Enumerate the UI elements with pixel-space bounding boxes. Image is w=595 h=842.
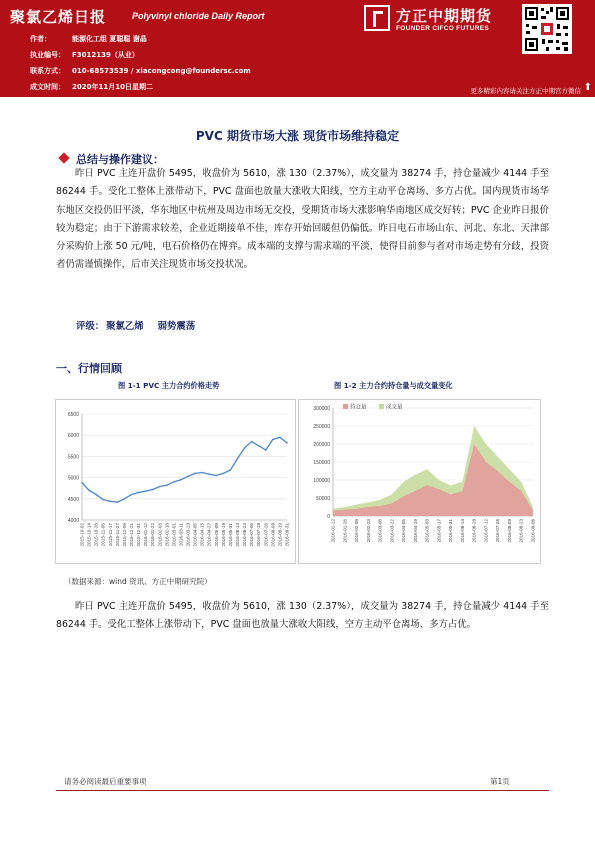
legend-swatch bbox=[379, 404, 384, 409]
x-tick-label: 2016-09-06 bbox=[530, 519, 536, 543]
x-tick-label: 2016-02-03 bbox=[157, 523, 163, 547]
rating-value: 弱势震荡 bbox=[157, 321, 196, 332]
data-point bbox=[109, 501, 111, 503]
x-tick-label: 2016-07-12 bbox=[483, 519, 489, 543]
x-tick-label: 2016-06-28 bbox=[471, 519, 477, 543]
y-tick-label: 4500 bbox=[67, 496, 79, 503]
arrow-up-icon: ⬆ bbox=[583, 82, 592, 93]
y-tick-label: 6500 bbox=[67, 412, 79, 418]
data-point bbox=[237, 458, 239, 460]
x-tick-label: 2016-02-09 bbox=[354, 519, 360, 543]
x-tick-label: 2016-08-09 bbox=[270, 523, 276, 547]
qr-code-icon bbox=[522, 4, 572, 54]
x-tick-label: 2016-01-22 bbox=[150, 523, 156, 547]
data-point bbox=[230, 469, 232, 471]
y-tick-label: 0 bbox=[327, 514, 330, 520]
data-point bbox=[194, 473, 196, 475]
series-line bbox=[82, 437, 287, 502]
data-point bbox=[173, 481, 175, 483]
x-tick-label: 2016-03-01 bbox=[171, 523, 177, 547]
price-line-chart bbox=[56, 400, 295, 563]
data-point bbox=[152, 489, 154, 491]
x-tick-label: 2015-12-21 bbox=[128, 523, 134, 547]
data-point bbox=[286, 442, 288, 444]
footer-divider bbox=[56, 790, 549, 791]
report-title-en: Polyvinyl chloride Daily Report bbox=[132, 11, 265, 21]
y-tick-label: 50000 bbox=[316, 496, 330, 502]
x-tick-label: 2016-06-14 bbox=[459, 519, 465, 543]
data-point bbox=[216, 475, 218, 477]
data-point bbox=[208, 473, 210, 475]
data-point bbox=[138, 492, 140, 494]
figure-1-price-chart bbox=[55, 399, 296, 564]
report-headline: PVC 期货市场大涨 现货市场维持稳定 bbox=[195, 129, 400, 143]
x-tick-label: 2016-06-24 bbox=[242, 523, 248, 547]
x-tick-label: 2016-04-27 bbox=[206, 523, 212, 547]
x-tick-label: 2016-07-26 bbox=[495, 519, 501, 543]
x-tick-label: 2016-04-05 bbox=[401, 519, 407, 543]
x-tick-label: 2015-11-27 bbox=[114, 523, 120, 547]
x-tick-label: 2015-11-17 bbox=[107, 523, 113, 547]
y-tick-label: 250000 bbox=[313, 424, 330, 430]
rating-line bbox=[76, 318, 209, 332]
summary-paragraph: 昨日 PVC 主连开盘价 5495，收盘价为 5610，涨 130（2.37%），成交量为 38274 手，持仓量减少 4144 手至 86244 手。受化工整体上涨带动下，PVC 盘面也放量大涨收大阳线，空方主动平仓离场、多方占优。国内现货市场华东地区交投仍旧平淡，华东地区中杭州及周边市场无交投，受期货市场大涨影响华南地区成交好转；PVC 企业昨日报价较为稳定；由于下游需求较差，企业近期接单不佳，库存开始回暖但仍偏低。昨日电石市场山东、河北、东北、天津部分采购价上涨 50 元/吨，电石价格仍在博弈。成本端的支撑与需求端的平淡，使得目前参与者对市场走势有分歧，投资者仍需谨慎操作，后市关注现货市场交投状况。 bbox=[56, 168, 549, 271]
x-tick-label: 2016-03-08 bbox=[377, 519, 383, 543]
x-tick-label: 2016-07-06 bbox=[249, 523, 255, 547]
figure-2-caption: 图 1-2 主力合约持仓量与成交量变化 bbox=[334, 381, 453, 390]
data-point bbox=[81, 482, 83, 484]
data-point bbox=[187, 476, 189, 478]
report-title-cn: 聚氯乙烯日报 bbox=[10, 8, 107, 26]
data-point bbox=[95, 494, 97, 496]
x-tick-label: 2016-01-12 bbox=[330, 519, 336, 543]
x-tick-label: 2016-08-31 bbox=[284, 523, 290, 547]
x-tick-label: 2016-04-05 bbox=[192, 523, 198, 547]
data-point bbox=[244, 447, 246, 449]
x-tick-label: 2016-03-22 bbox=[389, 519, 395, 543]
data-point bbox=[272, 439, 274, 441]
rating-label: 评级： bbox=[76, 321, 105, 332]
x-tick-label: 2016-05-17 bbox=[436, 519, 442, 543]
logo-mark-icon bbox=[364, 5, 390, 31]
x-tick-label: 2016-05-09 bbox=[213, 523, 219, 547]
figure-1-caption: 图 1-1 PVC 主力合约价格走势 bbox=[118, 381, 220, 390]
legend-swatch bbox=[343, 404, 348, 409]
data-point bbox=[159, 486, 161, 488]
body-paragraph: 昨日 PVC 主连开盘价 5495，收盘价为 5610，涨 130（2.37%），成交量为 38274 手，持仓量减少 4144 手至 86244 手。受化工整体上涨带动下，PVC 盘面也放量大涨收大阳线，空方主动平仓离场、多方占优。 bbox=[56, 601, 549, 631]
x-tick-label: 2015-10-14 bbox=[86, 523, 92, 547]
x-tick-label: 2016-07-18 bbox=[256, 523, 262, 547]
x-tick-label: 2016-06-14 bbox=[235, 523, 241, 547]
y-tick-label: 5000 bbox=[67, 475, 79, 482]
x-tick-label: 2015-10-02 bbox=[79, 523, 85, 547]
x-tick-label: 2016-03-23 bbox=[185, 523, 191, 547]
company-logo bbox=[364, 3, 512, 37]
y-tick-label: 4000 bbox=[67, 518, 79, 524]
data-point bbox=[124, 498, 126, 500]
x-tick-label: 2016-05-19 bbox=[220, 523, 226, 547]
x-tick-label: 2016-02-18 bbox=[164, 523, 170, 547]
meta-license: 执业编号： F3012139（从业） bbox=[30, 51, 139, 59]
data-point bbox=[145, 490, 147, 492]
x-tick-label: 2016-02-23 bbox=[365, 519, 371, 543]
volume-area-chart bbox=[299, 400, 540, 563]
x-tick-label: 2016-04-15 bbox=[199, 523, 205, 547]
x-tick-label: 2015-12-09 bbox=[121, 523, 127, 547]
data-point bbox=[265, 449, 267, 451]
y-tick-label: 5500 bbox=[67, 454, 79, 461]
x-tick-label: 2015-12-31 bbox=[136, 523, 142, 547]
data-point bbox=[131, 494, 133, 496]
y-tick-label: 6000 bbox=[67, 433, 79, 440]
data-point bbox=[251, 441, 253, 443]
data-point bbox=[180, 479, 182, 481]
x-tick-label: 2015-11-05 bbox=[100, 523, 106, 547]
y-tick-label: 300000 bbox=[313, 406, 330, 412]
report-header bbox=[0, 0, 595, 97]
summary-heading: 总结与操作建议： bbox=[76, 153, 164, 166]
data-point bbox=[117, 501, 119, 503]
meta-author: 作者： 能源化工组 夏聪聪 谢晶 bbox=[30, 35, 147, 43]
x-tick-label: 2016-05-03 bbox=[424, 519, 430, 543]
x-tick-label: 2016-01-12 bbox=[143, 523, 149, 547]
data-point bbox=[88, 490, 90, 492]
footer-disclaimer: 请务必阅读最后重要事项 bbox=[64, 777, 147, 786]
legend-label: 持仓量 bbox=[350, 404, 367, 411]
wechat-note: 更多精彩内容请关注方正中期官方微信 bbox=[470, 87, 581, 95]
rating-product: 聚氯乙烯 bbox=[106, 321, 144, 332]
x-tick-label: 2016-08-23 bbox=[518, 519, 524, 543]
data-point bbox=[201, 472, 203, 474]
x-tick-label: 2015-10-26 bbox=[93, 523, 99, 547]
y-tick-label: 200000 bbox=[313, 442, 330, 448]
data-point bbox=[223, 473, 225, 475]
meta-date: 成文时间： 2020年11月10日星期二 bbox=[30, 83, 153, 91]
x-tick-label: 2016-01-26 bbox=[342, 519, 348, 543]
data-source-note: （数据来源：wind 资讯、方正中期研究院） bbox=[64, 577, 212, 586]
logo-name-cn: 方正中期期货 bbox=[396, 7, 493, 25]
x-tick-label: 2016-08-19 bbox=[277, 523, 283, 547]
x-tick-label: 2016-03-11 bbox=[178, 523, 184, 547]
data-point bbox=[166, 484, 168, 486]
x-tick-label: 2016-07-28 bbox=[263, 523, 269, 547]
x-tick-label: 2016-05-31 bbox=[227, 523, 233, 547]
data-point bbox=[102, 499, 104, 501]
footer-page-number: 第1页 bbox=[490, 777, 510, 786]
diamond-bullet-icon bbox=[58, 152, 69, 163]
x-tick-label: 2016-04-19 bbox=[412, 519, 418, 543]
figure-2-volume-chart bbox=[298, 399, 541, 564]
data-point bbox=[258, 445, 260, 447]
y-tick-label: 100000 bbox=[313, 478, 330, 484]
y-tick-label: 150000 bbox=[313, 460, 330, 466]
x-tick-label: 2016-08-09 bbox=[506, 519, 512, 543]
logo-name-en: FOUNDER CIFCO FUTURES bbox=[396, 25, 489, 32]
x-tick-label: 2016-05-31 bbox=[448, 519, 454, 543]
meta-contact: 联系方式： 010-68573539 / xiacongcong@foundersc.com bbox=[30, 67, 251, 75]
legend-label: 成交量 bbox=[386, 404, 403, 411]
section-heading-market-review: 一、行情回顾 bbox=[56, 362, 122, 375]
data-point bbox=[279, 437, 281, 439]
